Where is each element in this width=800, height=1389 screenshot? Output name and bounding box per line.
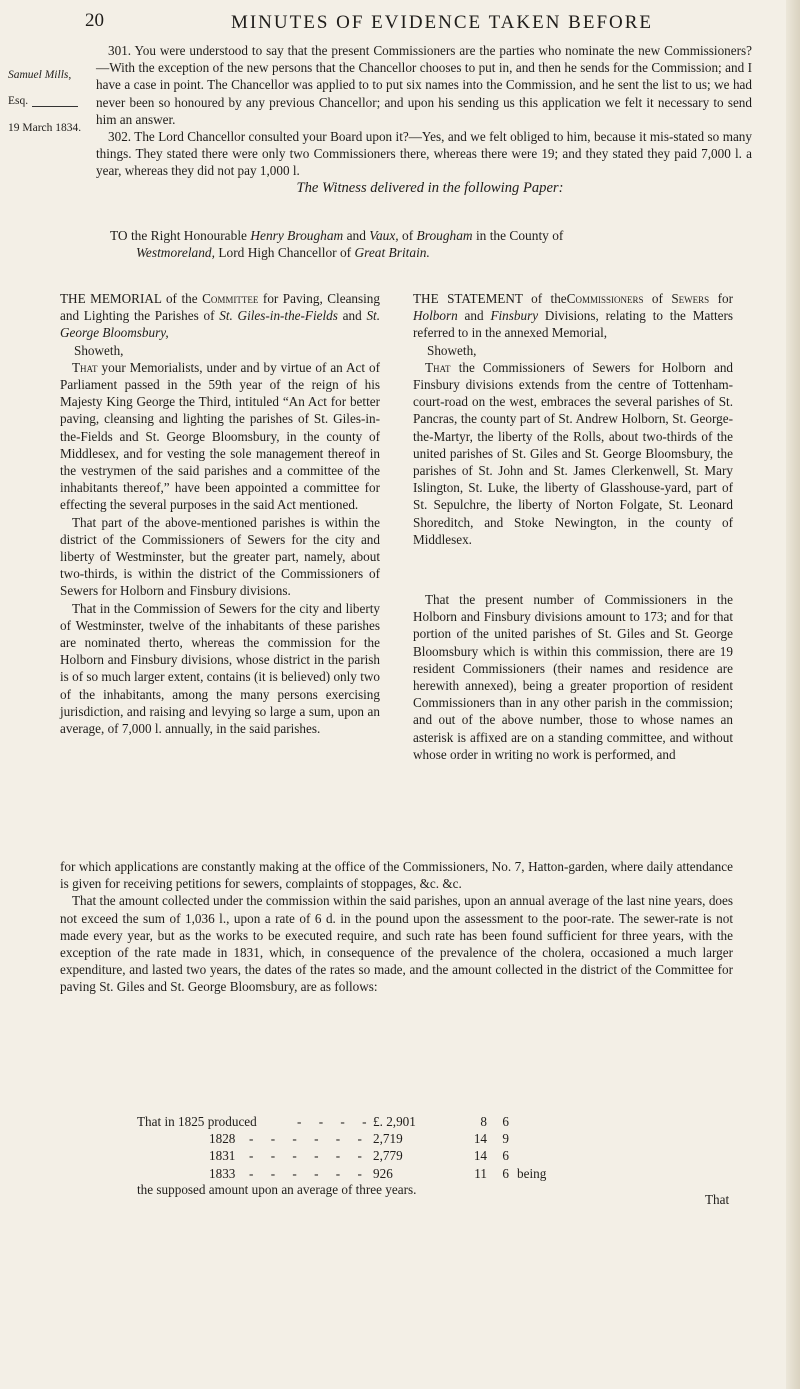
- continuation-paragraph: for which applications are constantly making at the office of the Commissioners, No. 7, Hatton-garden, where daily attendance is given for receiving petitions for sewers, complaints of stoppages, &c. &c.: [60, 859, 733, 892]
- rates-pounds: 2,719: [373, 1131, 403, 1147]
- average-line: the supposed amount upon an average of three years.: [137, 1182, 417, 1197]
- statement-paragraph-1: [413, 359, 733, 548]
- statement-column: [413, 290, 733, 763]
- running-title: MINUTES OF EVIDENCE TAKEN BEFORE: [230, 12, 654, 33]
- address-name-2: Vaux,: [369, 228, 399, 243]
- address-realm: Great Britain.: [354, 245, 430, 260]
- memorial-heading-f: St. George Bloomsbury,: [60, 308, 381, 341]
- address-line-2: [96, 244, 752, 261]
- rates-pence: 9: [502, 1131, 509, 1147]
- rates-year-label: That in 1825 produced: [137, 1114, 257, 1129]
- catchword: That: [705, 1192, 730, 1207]
- statement-heading-a: THE STATEMENT of the: [413, 291, 567, 306]
- memorial-heading-d: St. Giles-in-the-Fields: [219, 308, 338, 324]
- statement-heading-g: and: [464, 308, 484, 324]
- rates-table: [137, 1113, 737, 1197]
- address-name-1: Henry Brougham: [250, 228, 344, 243]
- memorial-paragraph-2: That part of the above-mentioned parishes is within the district of the Commissioners of Sewers for the city and liberty of Westminster, but the greater part, namely, about two-thirds, is within the district of the Commissioners of Sewers for Holborn and Finsbury divisions.: [60, 514, 380, 599]
- rates-row: [137, 1147, 737, 1164]
- memorial-heading-b: Committee: [202, 291, 259, 306]
- question-301: 301. You were understood to say that the present Commissioners are the parties who nominate the new Commissioners?—With the exception of the new persons that the Chancellor chooses to put in, and then he sends for the Commission; and I have a case in point. The Chancellor was applied to to put six names into the Commission, and he sent the list to us; we had never been so honoured by any previous Chancellor; and upon his sending us this application we felt it necessary to send him an answer.: [96, 43, 752, 127]
- rates-year-label: 1833: [209, 1165, 236, 1181]
- margin-note: [8, 62, 88, 141]
- rates-shillings: 8: [480, 1114, 487, 1129]
- address-and: and: [346, 228, 366, 243]
- statement-heading-e: for: [717, 291, 734, 306]
- memorial-p1-lead: That: [72, 359, 98, 375]
- address-place-2: Westmoreland,: [136, 245, 215, 260]
- memorial-heading-e: and: [342, 308, 362, 324]
- rates-pounds: 2,779: [373, 1148, 403, 1164]
- statement-heading: [413, 290, 733, 342]
- memorial-paragraph-1: [60, 359, 380, 514]
- rates-suffix: being: [517, 1165, 547, 1181]
- question-302: 302. The Lord Chancellor consulted your Board upon it?—Yes, and we felt obliged to him, because it mis-stated so many things. They stated there were only two Commissioners there, whereas there were 19; and they stated they paid 7,000 l. a year, whereas they did not pay 1,000 l.: [96, 129, 752, 179]
- address-office: Lord High Chancellor of: [218, 245, 352, 260]
- rates-row: [137, 1113, 737, 1130]
- intro-section: [96, 42, 752, 197]
- rates-year-label: 1828: [209, 1131, 236, 1147]
- memorial-heading: [60, 290, 380, 342]
- statement-p1-text: the Commissioners of Sewers for Holborn and Finsbury divisions extends from the centre of Tottenham-court-road on the west, embraces the several parishes of St. Pancras, the county part of St. Andrew Holborn, St. George-the-Martyr, the liberty of the Rolls, about two-thirds of the united parishes of St. Giles and St. George Bloomsbury, the parishes of St. John and St. James Clerkenwell, St. Mary Islington, St. Luke, the liberty of Glasshouse-yard, part of St. Sepulchre, the liberty of Norton Folgate, St. Leonard Shoreditch, and Stoke Newington, in the county of Middlesex.: [413, 359, 734, 547]
- rates-shillings: 11: [474, 1165, 487, 1181]
- statement-paragraph-2: That the present number of Commissioners in the Holborn and Finsbury divisions amount to 173; and for that portion of the united parishes of St. Giles and St. George Bloomsbury which is within this commission, there are 19 resident Commissioners (their names and residence are herewith annexed), being a greater proportion of resident Commissioners than in any other parish in the commission; and out of the above number, those to whose names an asterisk is affixed are on a standing committee, and without whose order in writing no work is performed, and: [413, 592, 733, 762]
- rates-rows: [137, 1113, 737, 1182]
- rates-pounds: 926: [373, 1165, 393, 1181]
- page-number: 20: [85, 10, 104, 31]
- address-of: of: [402, 228, 414, 243]
- continuation-section: [60, 858, 733, 996]
- rates-paragraph: That the amount collected under the commission within the said parishes, upon an annual average of the last nine years, does not exceed the sum of 1,036 l., upon a rate of 6 d. in the pound upon the assessment to the poor-rate. The sewer-rate is not made every year, but as the works to be executed require, and such rate has been found sufficient for three years, with the exception of the rate made in 1831, which, in consequence of the prevalence of the cholera, occasioned a much larger expenditure, and lasted two years, the dates of the rates so made, and the amount collected in the district of the Committee for paving St. Giles and St. George Bloomsbury, are as follows:: [60, 893, 733, 995]
- memorial-column: [60, 290, 380, 737]
- statement-p1-lead: That: [425, 359, 451, 375]
- margin-witness-title: Esq.: [8, 95, 29, 107]
- witness-paper-line: The Witness delivered in the following Paper:: [296, 179, 564, 196]
- memorial-p1-text: your Memorialists, under and by virtue of an Act of Parliament passed in the 59th year of the reign of his Majesty King George the Third, intituled “An Act for better paving, cleansing and lighting the parishes of St. Giles-in-the-Fields and St. George Bloomsbury, in the county of Middlesex, and for vesting the sole management thereof in the vestrymen of the said parishes and a committee of the inhabitants thereof,” have been appointed a committee for effecting the several purposes in the said Act mentioned.: [60, 359, 381, 513]
- rates-leader: - - - - - -: [249, 1165, 369, 1181]
- statement-heading-f: Holborn: [413, 308, 458, 324]
- memorial-heading-c: for Paving, Cleansing and Lighting the Parishes of: [60, 291, 380, 324]
- rates-leader: - - - -: [297, 1114, 374, 1129]
- memorial-paragraph-3: That in the Commission of Sewers for the city and liberty of Westminster, twelve of the inhabitants of these parishes are nominated therto, whereas the commission for the Holborn and Finsbury divisions, whose district in the parish is of so much larger extent, contains (it is believed) only two of the inhabitants, among the many persons exercising jurisdiction, and raising and levying so large a sum, upon an average, of 7,000 l. annually, in the said parishes.: [60, 600, 380, 737]
- address-place-1: Brougham: [416, 228, 473, 243]
- address-to: TO the Right Honourable: [110, 228, 247, 243]
- rates-shillings: 14: [473, 1148, 487, 1164]
- margin-rule: [32, 106, 78, 107]
- statement-showeth: Showeth,: [427, 342, 477, 358]
- rates-pounds: £. 2,901: [373, 1114, 416, 1129]
- memorial-showeth: Showeth,: [74, 342, 124, 358]
- statement-heading-c: of: [651, 291, 663, 306]
- margin-witness-name: Samuel Mills,: [8, 69, 72, 81]
- rates-pence: 6: [502, 1165, 509, 1181]
- statement-heading-d: Sewers: [671, 291, 710, 306]
- address-block: [96, 227, 752, 261]
- rates-pence: 6: [502, 1148, 509, 1164]
- rates-row: [137, 1165, 737, 1182]
- margin-date: 19 March 1834.: [8, 122, 82, 134]
- address-in-county: in the County of: [475, 228, 564, 243]
- statement-heading-b: Commissioners: [566, 291, 644, 306]
- statement-heading-i: Divisions, relating to the Matters referred to in the annexed Memorial,: [413, 308, 734, 341]
- page-edge: [786, 0, 800, 1389]
- address-line-1: [96, 227, 752, 244]
- rates-year-label: 1831: [209, 1148, 236, 1164]
- rates-pence: 6: [502, 1114, 509, 1129]
- memorial-heading-a: THE MEMORIAL of the: [60, 291, 198, 306]
- rates-shillings: 14: [473, 1131, 487, 1147]
- rates-leader: - - - - - -: [249, 1131, 369, 1147]
- statement-heading-h: Finsbury: [490, 308, 539, 324]
- column-spacer: [413, 548, 733, 591]
- rates-leader: - - - - - -: [249, 1148, 369, 1164]
- rates-row: [137, 1130, 737, 1147]
